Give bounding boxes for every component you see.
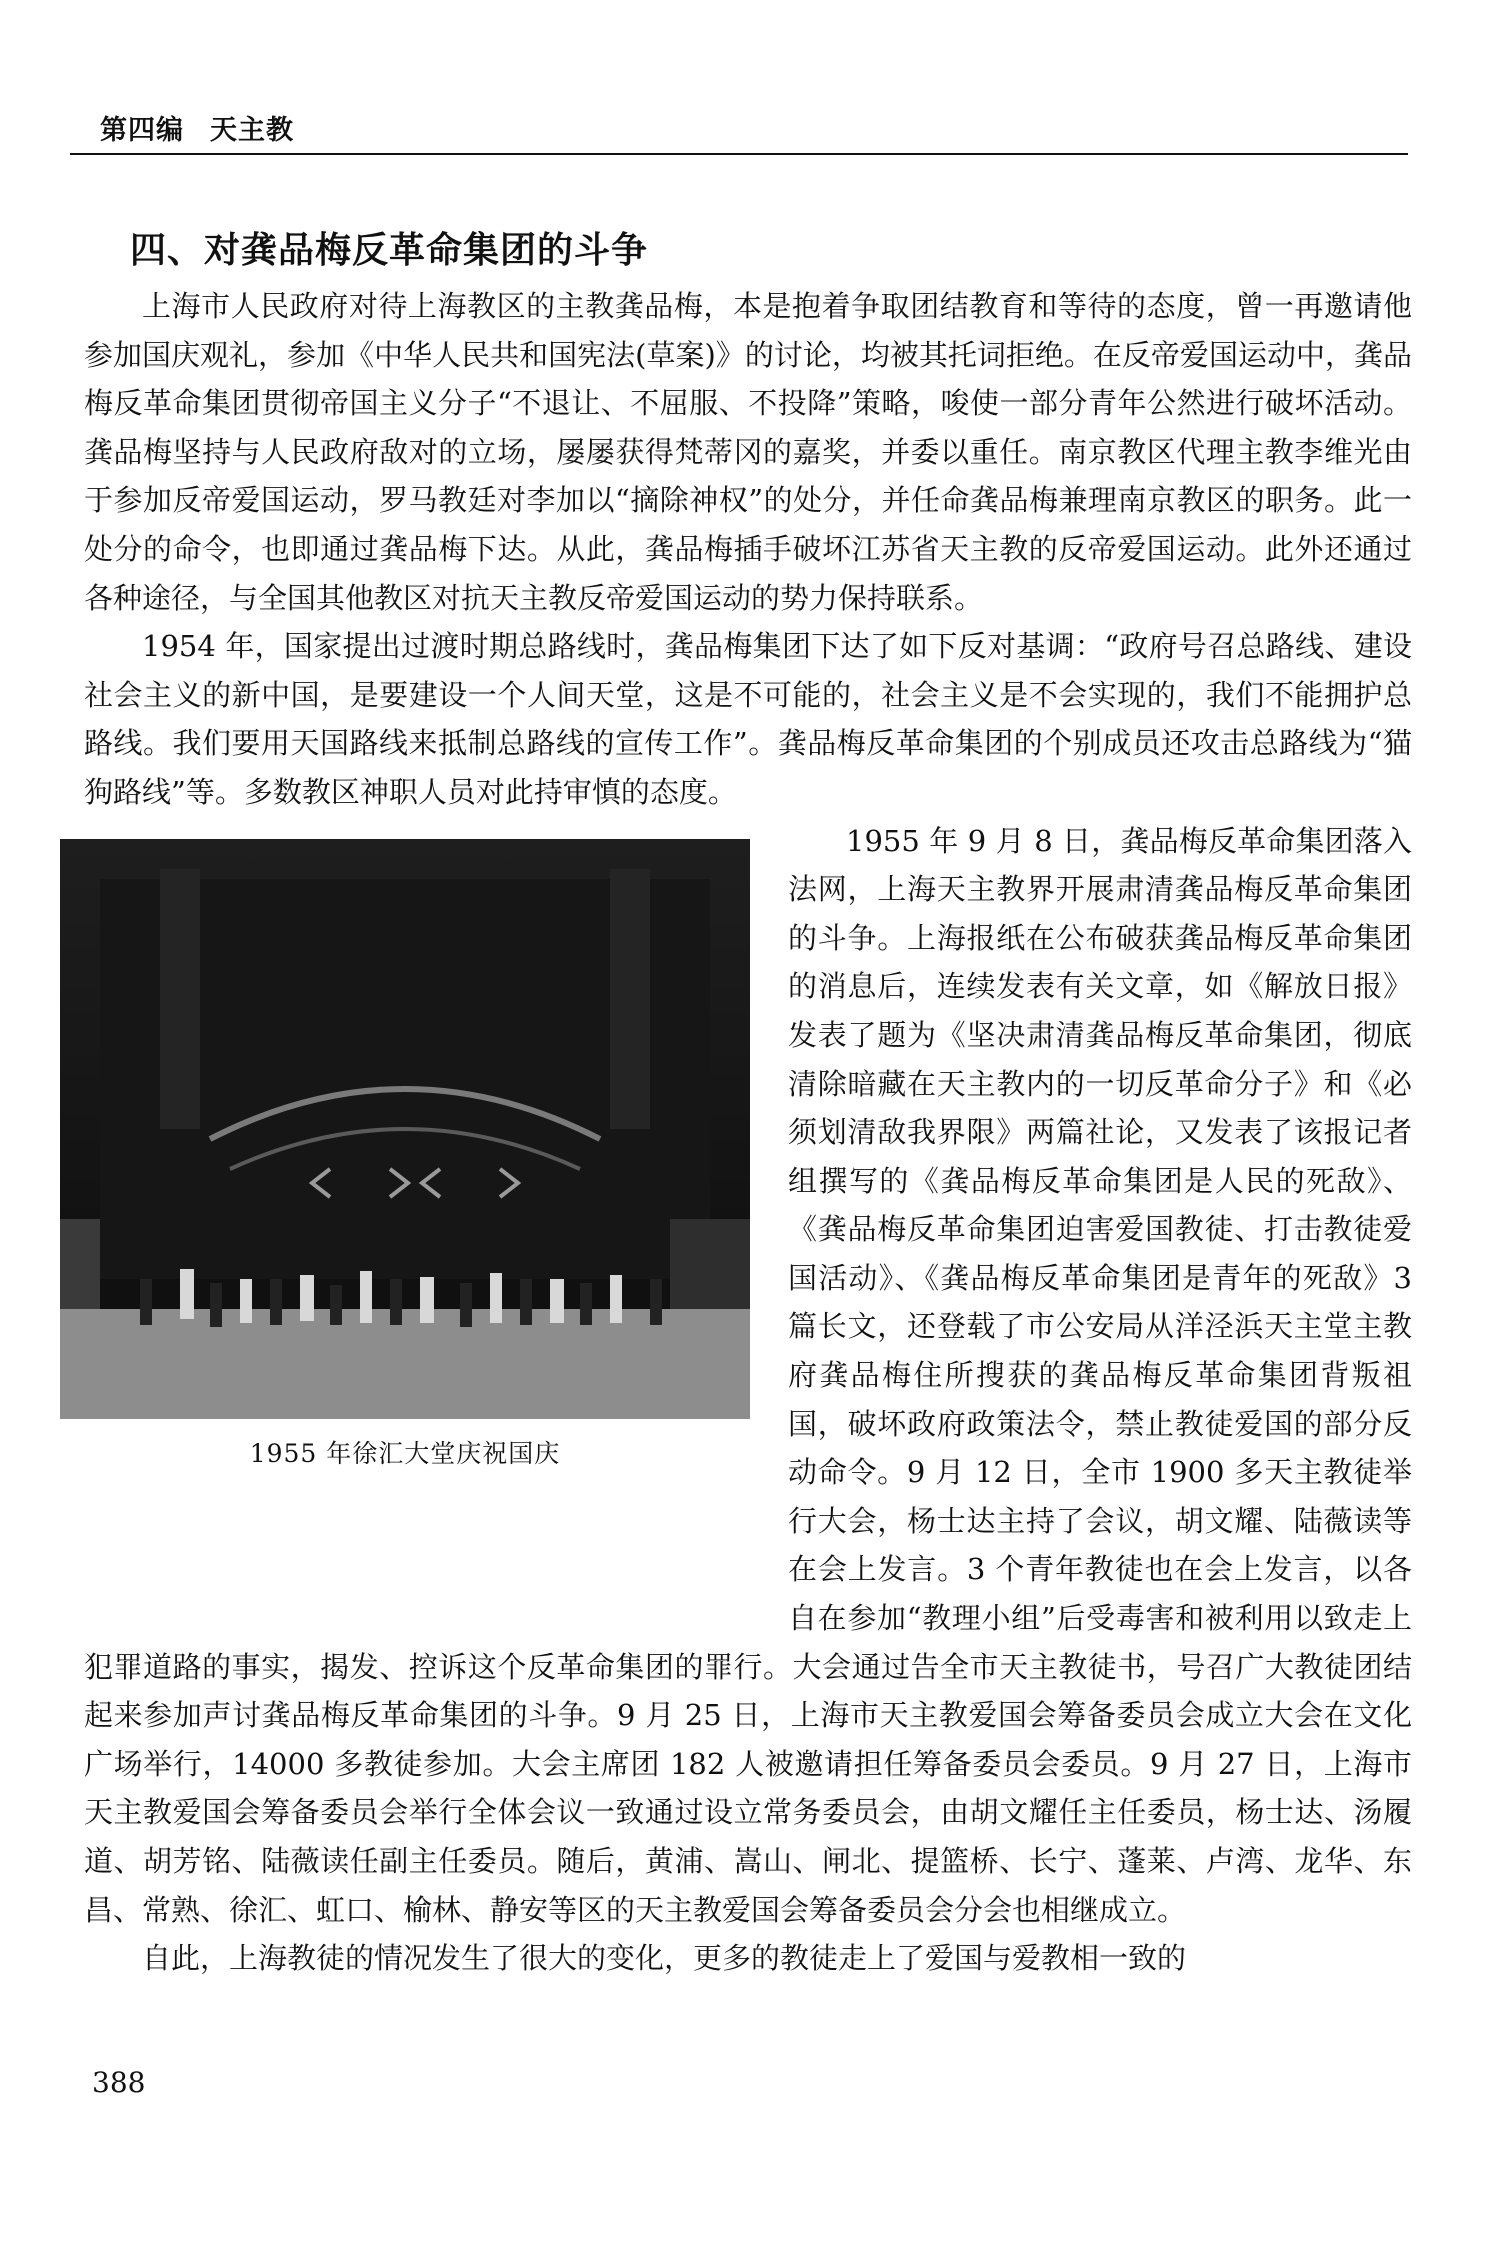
running-head bbox=[100, 108, 294, 147]
paragraph-1: 上海市人民政府对待上海教区的主教龚品梅，本是抱着争取团结教育和等待的态度，曾一再邀请他参加国庆观礼，参加《中华人民共和国宪法(草案)》的讨论，均被其托词拒绝。在反帝爱国运动中，龚品梅反革命集团贯彻帝国主义分子“不退让、不屈服、不投降”策略，唆使一部分青年公然进行破坏活动。龚品梅坚持与人民政府敌对的立场，屡屡获得梵蒂冈的嘉奖，并委以重任。南京教区代理主教李维光由于参加反帝爱国运动，罗马教廷对李加以“摘除神权”的处分，并任命龚品梅兼理南京教区的职务。此一处分的命令，也即通过龚品梅下达。从此，龚品梅插手破坏江苏省天主教的反帝爱国运动。此外还通过各种途径，与全国其他教区对抗天主教反帝爱国运动的势力保持联系。 bbox=[84, 289, 1412, 615]
running-head-chapter: 天主教 bbox=[210, 115, 294, 146]
photo-caption: 1955 年徐汇大堂庆祝国庆 bbox=[249, 1438, 561, 1468]
running-head-part: 第四编 bbox=[100, 115, 184, 146]
paragraph-3-text: 1955 年 9 月 8 日，龚品梅反革命集团落入法网，上海天主教界开展肃清龚品梅反革命集团的斗争。上海报纸在公布破获龚品梅反革命集团的消息后，连续发表有关文章，如《解放日报》发表了题为《坚决肃清龚品梅反革命集团，彻底清除暗藏在天主教内的一切反革命分子》和《必须划清敌我界限》两篇社论，又发表了该报记者组撰写的《龚品梅反革命集团是人民的死敌》、《龚品梅反革命集团迫害爱国教徒、打击教徒爱国活动》、《龚品梅反革命集团是青年的死敌》3 篇长文，还登载了市公安局从洋泾浜天主堂主教府龚品梅住所搜获的龚品梅反革命集团背叛祖国，破坏政府政策法令，禁止教徒爱国的部分反动命令。9 月 12 日，全市 1900 多天主教徒举行大会，杨士达主持了会议，胡文耀、陆薇读等在会上发言。3 个青年教徒也在会上发言，以各自在参加“教理小组”后受毒害和被利用以致走上犯罪道路的事实，揭发、控诉这个反革命集团的罪行。大会通过告全市天主教徒书，号召广大教徒团结起来参加声讨龚品梅反革命集团的斗争。9 月 25 日，上海市天主教爱国会筹备委员会成立大会在文化广场举行，14000 多教徒参加。大会主席团 182 人被邀请担任筹备委员会委员。9 月 27 日，上海市天主教爱国会筹备委员会举行全体会议一致通过设立常务委员会，由胡文耀任主任委员，杨士达、汤履道、胡芳铭、陆薇读任副主任委员。随后，黄浦、嵩山、闸北、提篮桥、长宁、蓬莱、卢湾、龙华、东昌、常熟、徐汇、虹口、榆林、静安等区的天主教爱国会筹备委员会分会也相继成立。 bbox=[84, 823, 1412, 1927]
paragraph-2: 1954 年，国家提出过渡时期总路线时，龚品梅集团下达了如下反对基调：“政府号召总路线、建设社会主义的新中国，是要建设一个人间天堂，这是不可能的，社会主义是不会实现的，我们不能拥护总路线。我们要用天国路线来抵制总路线的宣传工作”。龚品梅反革命集团的个别成员还攻击总路线为“猫狗路线”等。多数教区神职人员对此持审慎的态度。 bbox=[84, 629, 1412, 809]
section-title: 四、对龚品梅反革命集团的斗争 bbox=[130, 230, 649, 271]
page-number: 388 bbox=[92, 2066, 146, 2099]
photo-illustration bbox=[60, 839, 750, 1419]
paragraph-4: 自此，上海教徒的情况发生了很大的变化，更多的教徒走上了爱国与爱教相一致的 bbox=[142, 1941, 1187, 1976]
church-celebration-photo bbox=[60, 839, 750, 1419]
photo-container bbox=[60, 825, 750, 1471]
header-rule bbox=[70, 153, 1408, 155]
